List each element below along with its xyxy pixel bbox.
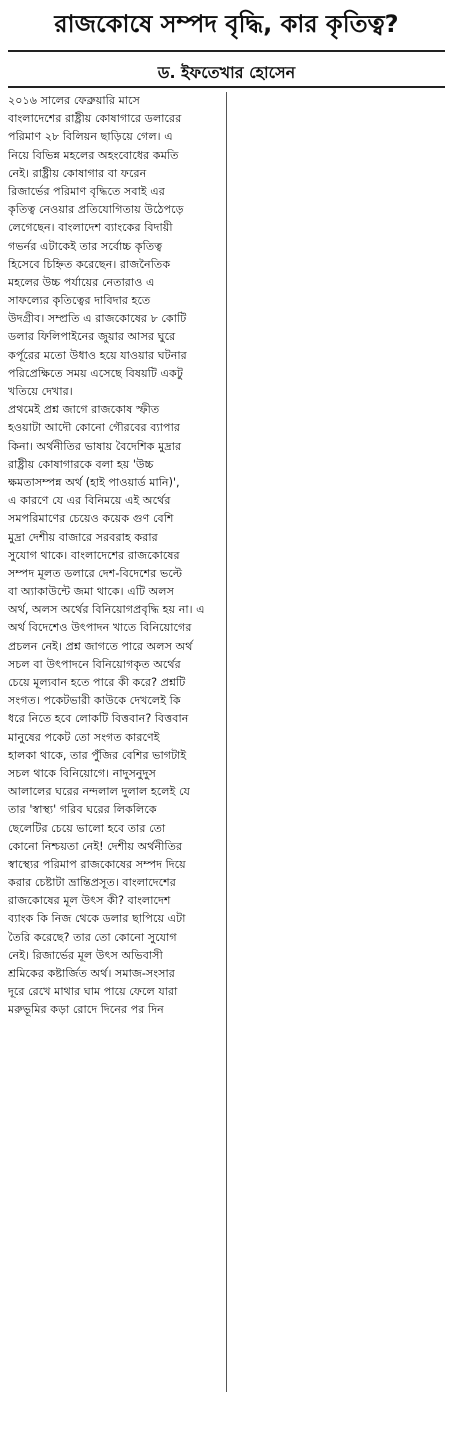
text-line: ব্যাংক কি নিজ থেকে ডলার ছাপিয়ে এটা	[8, 912, 186, 926]
text-line: নেই। রিজার্ভের মূল উৎস অভিবাসী	[8, 948, 163, 962]
text-line: ২০১৬ সালের ফেব্রুয়ারি মাসে	[8, 94, 140, 107]
text-line: এ কারণে যে এর বিনিময়ে এই অর্থের	[8, 494, 171, 508]
text-line: আলালের ঘরের নন্দলাল দুলাল হলেই যে	[8, 785, 190, 799]
text-line: স্বাস্থ্যের পরিমাপ রাজকোষের সম্পদ দিয়ে	[8, 857, 186, 871]
text-line: মহলের উচ্চ পর্যায়ের নেতারাও এ	[8, 275, 155, 289]
text-line: পরিপ্রেক্ষিতে সময় এসেছে বিষয়টি একটু	[8, 366, 183, 380]
left-column	[8, 92, 219, 1020]
text-line: ছেলেটির চেয়ে ভালো হবে তার তো	[8, 821, 166, 835]
byline: ড. ইফতেখার হোসেন	[157, 63, 296, 82]
column-divider	[226, 92, 227, 1392]
text-line: প্রচলন নেই। প্রশ্ন জাগতে পারে অলস অর্থ	[8, 639, 193, 653]
text-line: হিসেবে চিহ্নিত করেছেন। রাজনৈতিক	[8, 257, 171, 271]
text-line: মরুভূমির কড়া রোদে দিনের পর দিন	[8, 1003, 164, 1017]
text-line: উদগ্রীব। সম্প্রতি এ রাজকোষের ৮ কোটি	[8, 312, 187, 326]
text-line: সুযোগ থাকে। বাংলাদেশের রাজকোষের	[8, 548, 180, 562]
text-line: মানুষের পকেট তো সংগত কারণেই	[8, 730, 160, 744]
text-line: তৈরি করেছে? তার তো কোনো সুযোগ	[8, 930, 177, 944]
text-line: রাজকোষের মূল উৎস কী? বাংলাদেশ	[8, 894, 171, 908]
headline-rule	[8, 50, 445, 52]
text-line: হালকা থাকে, তার পুঁজির বেশির ভাগটাই	[8, 748, 187, 762]
headline: রাজকোষে সম্পদ বৃদ্ধি, কার কৃতিত্ব?	[54, 10, 399, 38]
text-line: চেয়ে মূল্যবান হতে পারে কী করে? প্রশ্নটি	[8, 676, 186, 689]
text-line: গভর্নর এটাকেই তার সর্বোচ্চ কৃতিত্ব	[8, 239, 163, 253]
byline-rule	[8, 86, 445, 88]
text-line: শ্রমিকের কষ্টার্জিত অর্থ। সমাজ-সংসার	[8, 967, 175, 980]
text-line: সম্পদ মূলত ডলারে দেশ-বিদেশের ভল্টে	[8, 566, 183, 580]
text-line: দূরে রেখে মাথার ঘাম পায়ে ফেলে যারা	[8, 985, 178, 999]
text-line: সচল বা উৎপাদনে বিনিয়োগকৃত অর্থের	[8, 657, 181, 671]
text-line: ক্ষমতাসম্পন্ন অর্থ (হাই পাওয়ার্ড মানি)',	[8, 475, 180, 489]
text-line: রিজার্ভের পরিমাণ বৃদ্ধিতে সবাই এর	[8, 184, 165, 198]
text-line: করার চেষ্টাটা ভ্রান্তিপ্রসূত। বাংলাদেশের	[8, 876, 176, 890]
text-line: খতিয়ে দেখার।	[8, 385, 73, 398]
text-line: পরিমাণ ২৮ বিলিয়ন ছাড়িয়ে গেল। এ	[8, 130, 173, 144]
text-line: কিনা। অর্থনীতির ভাষায় বৈদেশিক মুদ্রার	[8, 439, 182, 453]
text-line: বাংলাদেশের রাষ্ট্রীয় কোষাগারে ডলারের	[8, 112, 182, 126]
text-line: কৃতিত্ব নেওয়ার প্রতিযোগিতায় উঠেপড়ে	[8, 203, 184, 217]
text-line: হওয়াটা আদৌ কোনো গৌরবের ব্যাপার	[8, 421, 180, 435]
text-line: কর্পূরের মতো উধাও হয়ে যাওয়ার ঘটনার	[8, 348, 187, 362]
text-line: সাফল্যের কৃতিত্বের দাবিদার হতে	[8, 294, 151, 308]
text-line: নিয়ে বিভিন্ন মহলের অহংবোধের কমতি	[8, 148, 179, 162]
text-line: ডলার ফিলিপাইনের জুয়ার আসর ঘুরে	[8, 330, 176, 344]
text-line: বা অ্যাকাউন্টে জমা থাকে। এটি অলস	[8, 585, 175, 599]
text-line: সচল থাকে বিনিয়োগে। নাদুসনুদুস	[8, 766, 156, 780]
text-line: প্রথমেই প্রশ্ন জাগে রাজকোষ স্ফীত	[8, 403, 160, 417]
text-line: তার 'স্বাস্থ্য' গরিব ঘরের লিকলিকে	[8, 803, 157, 817]
text-line: কোনো নিশ্চয়তা নেই! দেশীয় অর্থনীতির	[8, 839, 183, 853]
text-line: সমপরিমাণের চেয়েও কয়েক গুণ বেশি	[8, 512, 174, 526]
text-line: ধরে নিতে হবে লোকটি বিত্তবান? বিত্তবান	[8, 712, 189, 726]
text-line: অর্থ, অলস অর্থের বিনিয়োগপ্রবৃদ্ধি হয় না। এ	[8, 603, 205, 617]
text-line: সংগত। পকেটভারী কাউকে দেখলেই কি	[8, 694, 181, 708]
text-line: মুদ্রা দেশীয় বাজারে সরবরাহ করার	[8, 530, 158, 544]
text-line: অর্থ বিদেশেও উৎপাদন খাতে বিনিয়োগের	[8, 621, 192, 635]
text-line: নেই। রাষ্ট্রীয় কোষাগার বা ফরেন	[8, 166, 147, 180]
text-line: লেগেছেন। বাংলাদেশ ব্যাংকের বিদায়ী	[8, 221, 173, 235]
text-line: রাষ্ট্রীয় কোষাগারকে বলা হয় 'উচ্চ	[8, 457, 154, 471]
